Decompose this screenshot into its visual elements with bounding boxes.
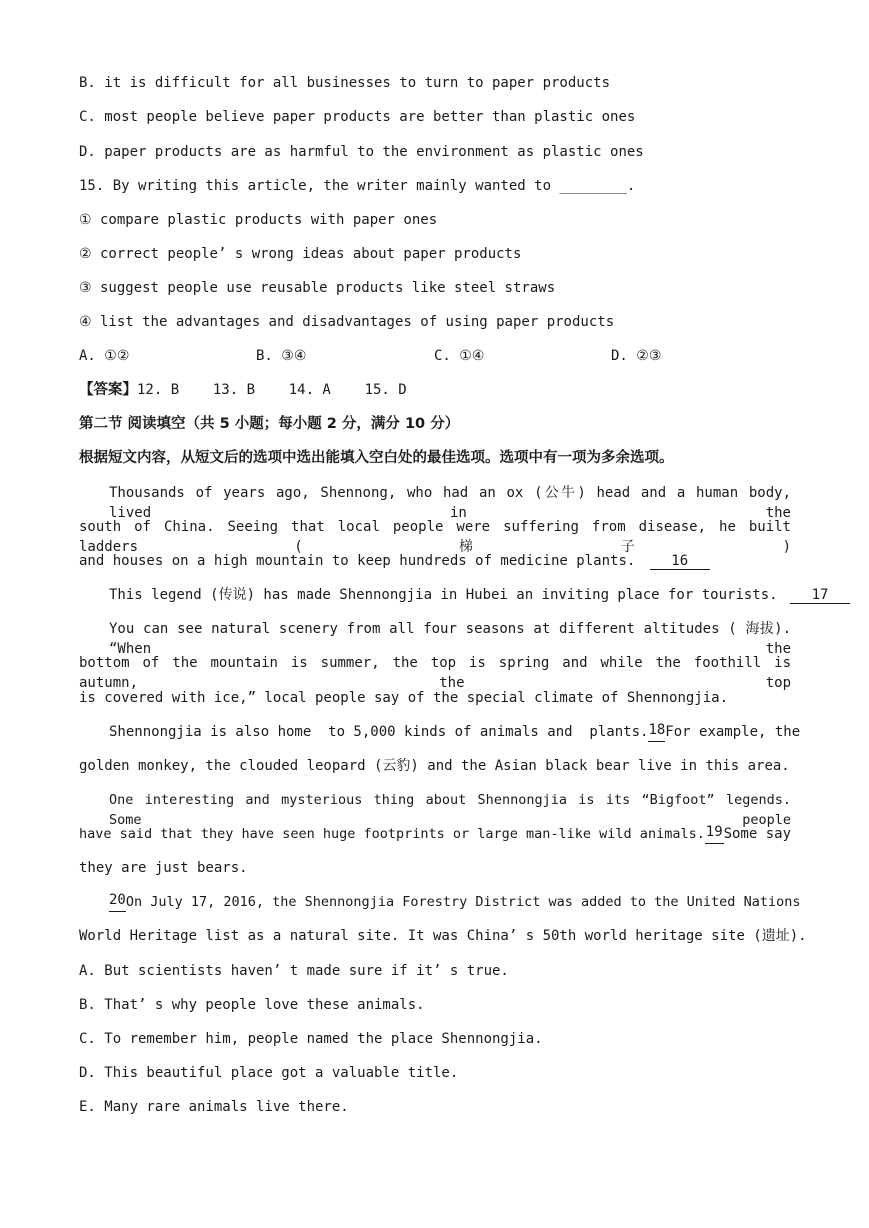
q15-item-4: ④ list the advantages and disadvantages of using paper products: [79, 314, 615, 330]
blank-16[interactable]: 16: [650, 553, 710, 570]
answer-label: 【答案】: [79, 382, 137, 398]
passage-p6-line2: World Heritage list as a natural site. It was China’ s 50th world heritage site (遗址).: [79, 928, 807, 944]
q15-choice-b: B. ③④: [256, 348, 307, 364]
passage-p1-line1: Thousands of years ago, Shennong, who had an ox (公牛) head and a human body, lived in the: [109, 485, 791, 521]
passage-p4-line1b-text: For example, the: [665, 724, 801, 740]
section-title: 第二节 阅读填空（共 5 小题；每小题 2 分，满分 10 分）: [79, 416, 460, 432]
option-b: B. That’ s why people love these animals.: [79, 997, 425, 1013]
passage-p5-line3: they are just bears.: [79, 860, 248, 876]
option-d: D. This beautiful place got a valuable title.: [79, 1065, 459, 1081]
passage-p6-line1: [109, 892, 801, 912]
q14-option-d: D. paper products are as harmful to the environment as plastic ones: [79, 144, 644, 160]
passage-p4-line1a-text: Shennongjia is also home to 5,000 kinds of animals and plants.: [109, 724, 649, 740]
passage-p3-line1: You can see natural scenery from all four seasons at different altitudes ( 海拔). “When the: [109, 621, 791, 657]
q15-choice-d: D. ②③: [611, 348, 662, 364]
passage-p1-line3: [79, 551, 791, 571]
section-instruction: 根据短文内容，从短文后的选项中选出能填入空白处的最佳选项。选项中有一项为多余选项。: [79, 450, 674, 466]
passage-p1-line2: south of China. Seeing that local people were suffering from disease, he built ladders ( 梯子): [79, 519, 791, 555]
answer-line: [79, 380, 791, 400]
blank-19[interactable]: 19: [705, 824, 724, 844]
blank-17[interactable]: 17: [790, 587, 850, 604]
q15-item-1: ① compare plastic products with paper ones: [79, 212, 438, 228]
option-c: C. To remember him, people named the place Shennongjia.: [79, 1031, 543, 1047]
option-e: E. Many rare animals live there.: [79, 1099, 349, 1115]
answer-text: 12. B 13. B 14. A 15. D: [137, 382, 407, 398]
q15-stem: 15. By writing this article, the writer mainly wanted to ________.: [79, 178, 636, 194]
q14-option-b: B. it is difficult for all businesses to turn to paper products: [79, 75, 611, 91]
passage-p3-line3: is covered with ice,” local people say of the special climate of Shennongjia.: [79, 690, 729, 706]
passage-p2-line1: [109, 585, 829, 605]
q15-choice-c: C. ①④: [434, 348, 485, 364]
q15-item-3: ③ suggest people use reusable products like steel straws: [79, 280, 556, 296]
passage-p4-line2: golden monkey, the clouded leopard (云豹) and the Asian black bear live in this area.: [79, 758, 790, 774]
passage-p5-line2: [79, 824, 791, 844]
passage-p5-line2b-text: Some say: [723, 826, 791, 842]
passage-p1-line3-text: and houses on a high mountain to keep hundreds of medicine plants.: [79, 553, 636, 569]
q14-option-c: C. most people believe paper products are better than plastic ones: [79, 109, 636, 125]
passage-p5-line2a-text: have said that they have seen huge footprints or large man-like wild animals.: [79, 826, 705, 842]
passage-p5-line1: One interesting and mysterious thing about Shennongjia is its “Bigfoot” legends. Some people: [109, 792, 791, 828]
passage-p6-line1-text: On July 17, 2016, the Shennongjia Forestry District was added to the United Nations: [125, 894, 801, 910]
passage-p3-line2: bottom of the mountain is summer, the top is spring and while the foothill is autumn, the top: [79, 655, 791, 691]
blank-18[interactable]: 18: [648, 722, 665, 742]
q15-item-2: ② correct people’ s wrong ideas about paper products: [79, 246, 522, 262]
option-a: A. But scientists haven’ t made sure if it’ s true.: [79, 963, 509, 979]
passage-p2-line1-text: This legend (传说) has made Shennongjia in Hubei an inviting place for tourists.: [109, 587, 778, 603]
q15-choice-a: A. ①②: [79, 348, 130, 364]
passage-p4-line1: [109, 722, 801, 742]
blank-20[interactable]: 20: [109, 892, 126, 912]
